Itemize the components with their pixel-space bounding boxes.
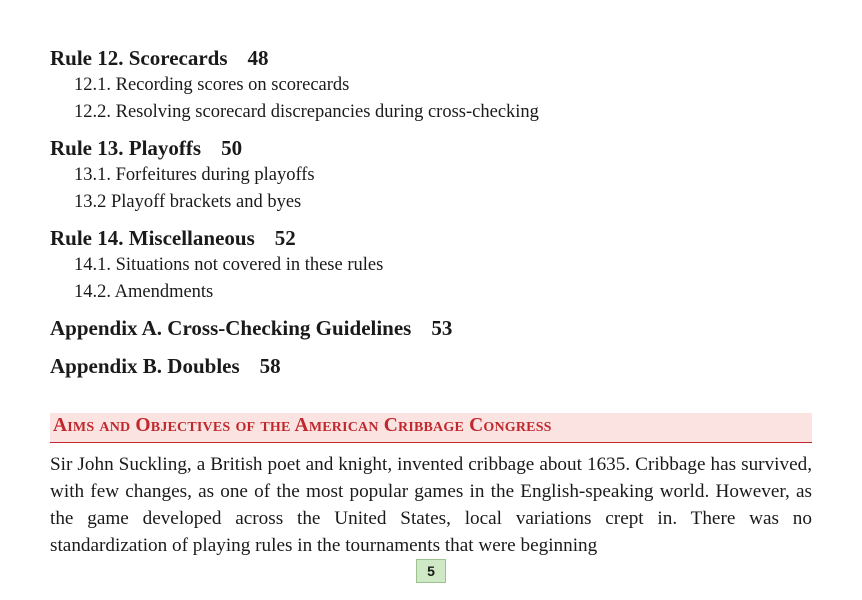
toc-entry-heading[interactable] xyxy=(50,44,820,72)
toc-subentry[interactable]: 13.2 Playoff brackets and byes xyxy=(74,192,302,212)
toc-entry-page: 58 xyxy=(259,354,281,378)
toc-entry-page: 50 xyxy=(221,136,243,160)
toc-entry-heading[interactable] xyxy=(50,224,820,252)
toc-appendix-a[interactable] xyxy=(50,314,820,342)
toc-entry-page: 52 xyxy=(274,226,296,250)
toc-entry-page: 53 xyxy=(431,316,453,340)
toc-entry-title: Rule 12. Scorecards xyxy=(50,46,228,70)
toc-entry-page: 48 xyxy=(247,46,269,70)
toc-rule-14 xyxy=(50,224,820,306)
toc-entry-heading[interactable] xyxy=(50,134,820,162)
toc-entry-title: Rule 14. Miscellaneous xyxy=(50,226,255,250)
toc-rule-13 xyxy=(50,134,820,216)
toc-rule-12 xyxy=(50,44,820,126)
section-heading-banner xyxy=(50,413,812,443)
toc-entry-title: Appendix B. Doubles xyxy=(50,354,240,378)
page-number-badge: 5 xyxy=(416,559,446,583)
toc-appendix-b[interactable] xyxy=(50,352,820,380)
toc-subentry[interactable]: 14.1. Situations not covered in these rules xyxy=(74,255,384,275)
toc-subentry[interactable]: 13.1. Forfeitures during playoffs xyxy=(74,165,315,185)
table-of-contents xyxy=(50,44,820,390)
section-heading: Aims and Objectives of the American Cribbage Congress xyxy=(53,415,552,436)
toc-subentry[interactable]: 12.2. Resolving scorecard discrepancies during cross-checking xyxy=(74,102,539,122)
toc-subentry[interactable]: 12.1. Recording scores on scorecards xyxy=(74,75,350,95)
body-paragraph: Sir John Suckling, a British poet and knight, invented cribbage about 1635. Cribbage has survived, with few changes, as one of the most popular games in the English-speaking world. However, as the game developed across the United States, local variations crept in. There was no standardization of playing rules in the tournaments that were beginning xyxy=(50,454,812,556)
toc-entry-title: Rule 13. Playoffs xyxy=(50,136,202,160)
toc-subentry[interactable]: 14.2. Amendments xyxy=(74,282,214,302)
toc-entry-title: Appendix A. Cross-Checking Guidelines xyxy=(50,316,412,340)
